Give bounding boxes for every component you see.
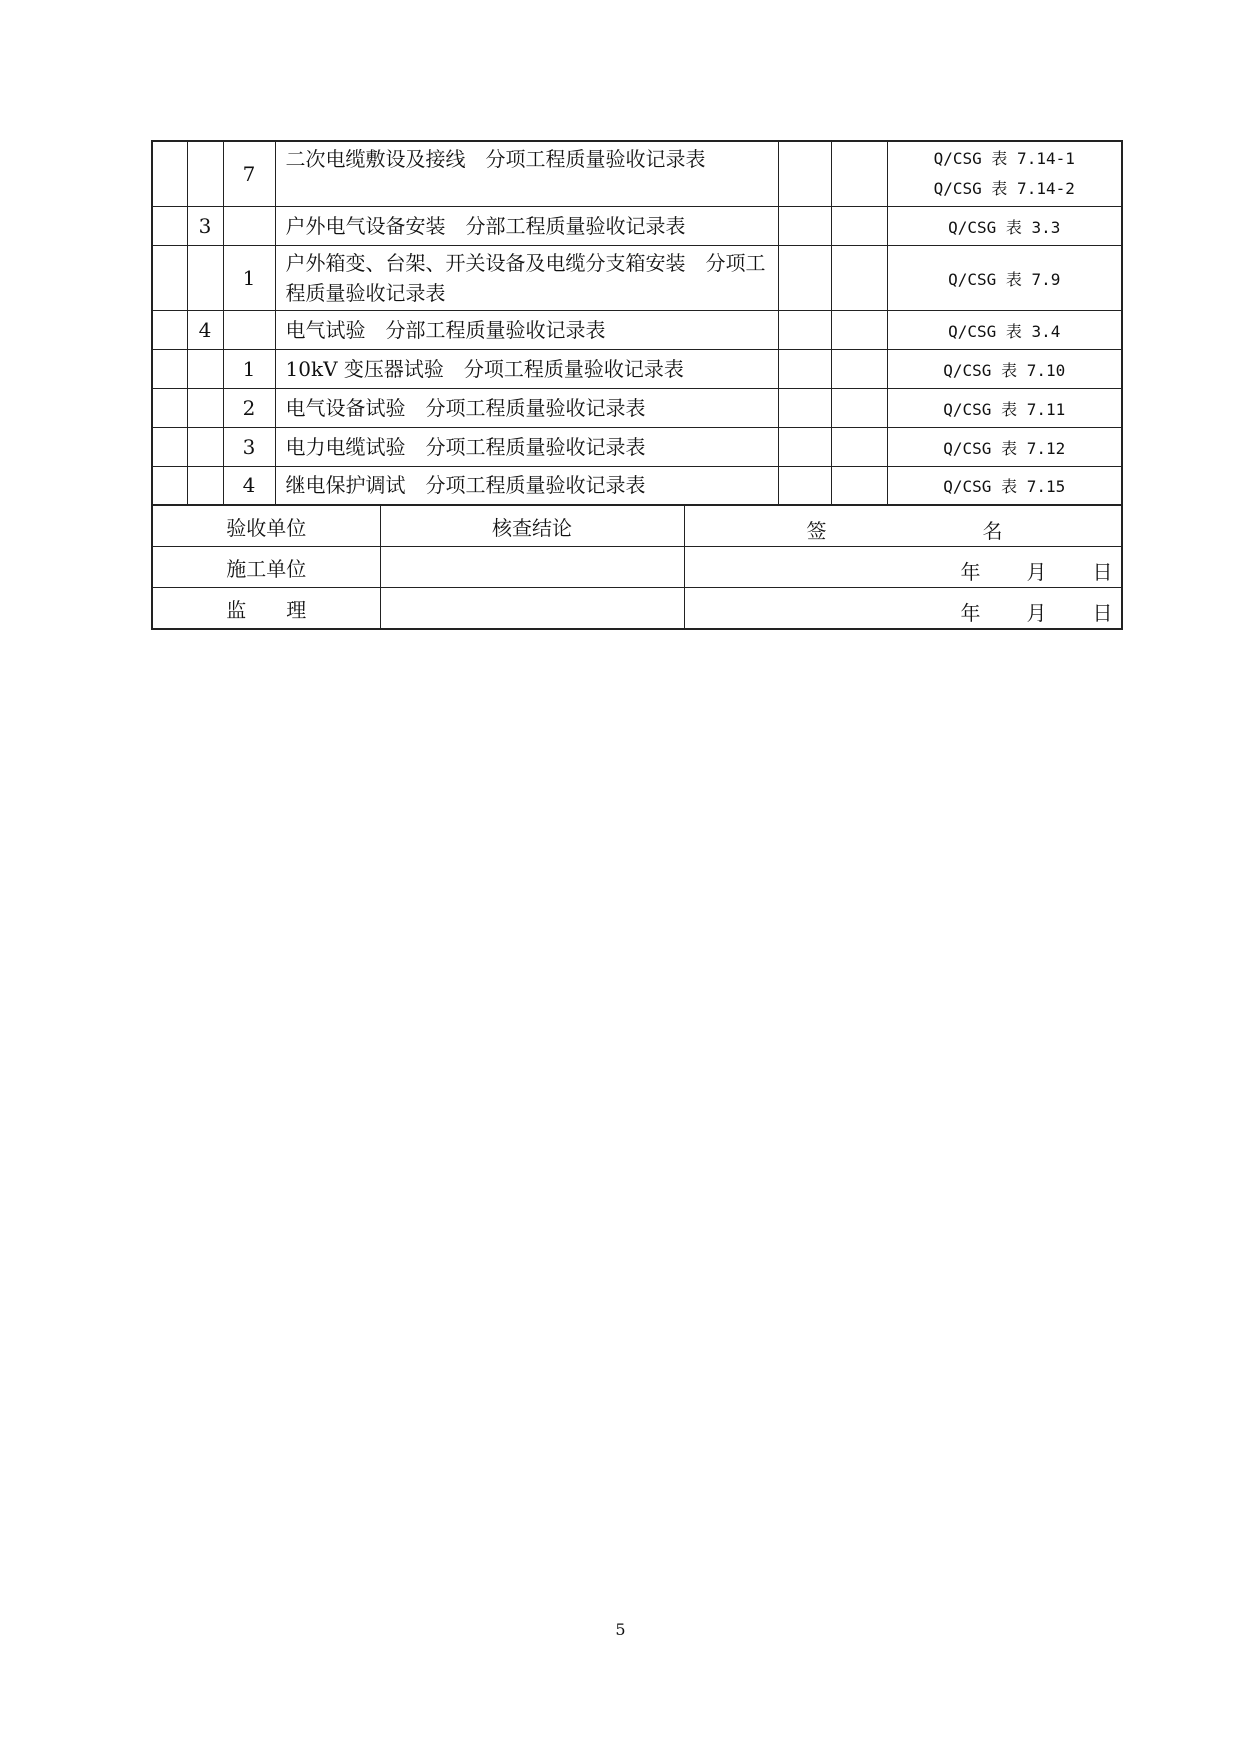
- conclusion-header: 核查结论: [380, 505, 684, 547]
- date-month-label: 月: [1026, 601, 1047, 625]
- form-code-cell: [887, 388, 1122, 427]
- level3-cell: [223, 310, 275, 349]
- blank-cell: [831, 206, 887, 245]
- unit-name: 施工单位: [152, 547, 380, 588]
- date-day-label: 日: [1092, 601, 1113, 625]
- date-day-label: 日: [1092, 560, 1113, 584]
- level2-cell: [187, 427, 223, 466]
- form-code-cell: [887, 141, 1122, 206]
- conclusion-field: [380, 547, 684, 588]
- blank-cell: [778, 141, 831, 206]
- blank-cell: [778, 427, 831, 466]
- blank-cell: [831, 466, 887, 505]
- table-row: [152, 245, 1122, 310]
- level2-cell: [187, 466, 223, 505]
- conclusion-field: [380, 588, 684, 630]
- table-row: [152, 349, 1122, 388]
- level2-cell: [187, 245, 223, 310]
- form-code-line: Q/CSG 表 7.12: [943, 438, 1066, 458]
- blank-cell: [831, 141, 887, 206]
- table-row: [152, 427, 1122, 466]
- blank-cell: [831, 388, 887, 427]
- form-code-cell: [887, 466, 1122, 505]
- blank-cell: [778, 349, 831, 388]
- form-code-line: Q/CSG 表 7.14-2: [933, 178, 1075, 198]
- signoff-row: [152, 588, 1122, 630]
- level3-cell: 7: [223, 141, 275, 206]
- level1-cell: [152, 310, 187, 349]
- form-code-cell: [887, 349, 1122, 388]
- level1-cell: [152, 466, 187, 505]
- form-code-line: Q/CSG 表 3.4: [948, 321, 1061, 341]
- signature-date-field: [684, 547, 1122, 588]
- signoff-table: [151, 504, 1123, 630]
- date-year-label: 年: [960, 560, 981, 584]
- form-code-line: Q/CSG 表 7.11: [943, 399, 1066, 419]
- blank-cell: [831, 310, 887, 349]
- signature-header: [684, 505, 1122, 547]
- table-row: [152, 310, 1122, 349]
- level3-cell: 2: [223, 388, 275, 427]
- date-year-label: 年: [960, 601, 981, 625]
- form-code-cell: [887, 245, 1122, 310]
- form-code-line: Q/CSG 表 7.15: [943, 477, 1066, 497]
- table-row: [152, 466, 1122, 505]
- item-name-cell: 二次电缆敷设及接线 分项工程质量验收记录表: [275, 141, 778, 206]
- table-row: [152, 141, 1122, 206]
- form-code-cell: [887, 427, 1122, 466]
- level3-cell: 3: [223, 427, 275, 466]
- signature-header-a: 签: [806, 519, 827, 543]
- item-name-cell: 电气试验 分部工程质量验收记录表: [275, 310, 778, 349]
- date-month-label: 月: [1026, 560, 1047, 584]
- blank-cell: [831, 349, 887, 388]
- level3-cell: 1: [223, 349, 275, 388]
- unit-name: 监 理: [152, 588, 380, 630]
- signature-date-field: [684, 588, 1122, 630]
- signature-header-b: 名: [982, 519, 1003, 543]
- level3-cell: 1: [223, 245, 275, 310]
- blank-cell: [778, 466, 831, 505]
- page-number: 5: [615, 1620, 626, 1639]
- level1-cell: [152, 349, 187, 388]
- blank-cell: [778, 310, 831, 349]
- form-code-line: Q/CSG 表 7.14-1: [933, 148, 1075, 168]
- table-row: [152, 388, 1122, 427]
- level1-cell: [152, 427, 187, 466]
- form-code-line: Q/CSG 表 7.10: [943, 360, 1066, 380]
- level2-cell: [187, 349, 223, 388]
- level1-cell: [152, 141, 187, 206]
- signoff-header-row: [152, 505, 1122, 547]
- level2-cell: [187, 388, 223, 427]
- level2-cell: [187, 141, 223, 206]
- item-name-cell: 继电保护调试 分项工程质量验收记录表: [275, 466, 778, 505]
- level3-cell: [223, 206, 275, 245]
- item-name-cell: 户外箱变、台架、开关设备及电缆分支箱安装 分项工程质量验收记录表: [275, 245, 778, 310]
- blank-cell: [778, 206, 831, 245]
- signoff-row: [152, 547, 1122, 588]
- item-name-cell: 户外电气设备安装 分部工程质量验收记录表: [275, 206, 778, 245]
- blank-cell: [778, 388, 831, 427]
- level3-cell: 4: [223, 466, 275, 505]
- blank-cell: [831, 245, 887, 310]
- level2-cell: 3: [187, 206, 223, 245]
- item-name-cell: 10kV 变压器试验 分项工程质量验收记录表: [275, 349, 778, 388]
- form-code-line: Q/CSG 表 7.9: [948, 269, 1061, 289]
- unit-header: 验收单位: [152, 505, 380, 547]
- work-item-table: [151, 140, 1123, 506]
- level2-cell: 4: [187, 310, 223, 349]
- level1-cell: [152, 245, 187, 310]
- blank-cell: [831, 427, 887, 466]
- item-name-cell: 电力电缆试验 分项工程质量验收记录表: [275, 427, 778, 466]
- level1-cell: [152, 206, 187, 245]
- blank-cell: [778, 245, 831, 310]
- form-code-line: Q/CSG 表 3.3: [948, 217, 1061, 237]
- table-row: [152, 206, 1122, 245]
- form-code-cell: [887, 206, 1122, 245]
- level1-cell: [152, 388, 187, 427]
- item-name-cell: 电气设备试验 分项工程质量验收记录表: [275, 388, 778, 427]
- acceptance-record-page: [151, 140, 1121, 630]
- form-code-cell: [887, 310, 1122, 349]
